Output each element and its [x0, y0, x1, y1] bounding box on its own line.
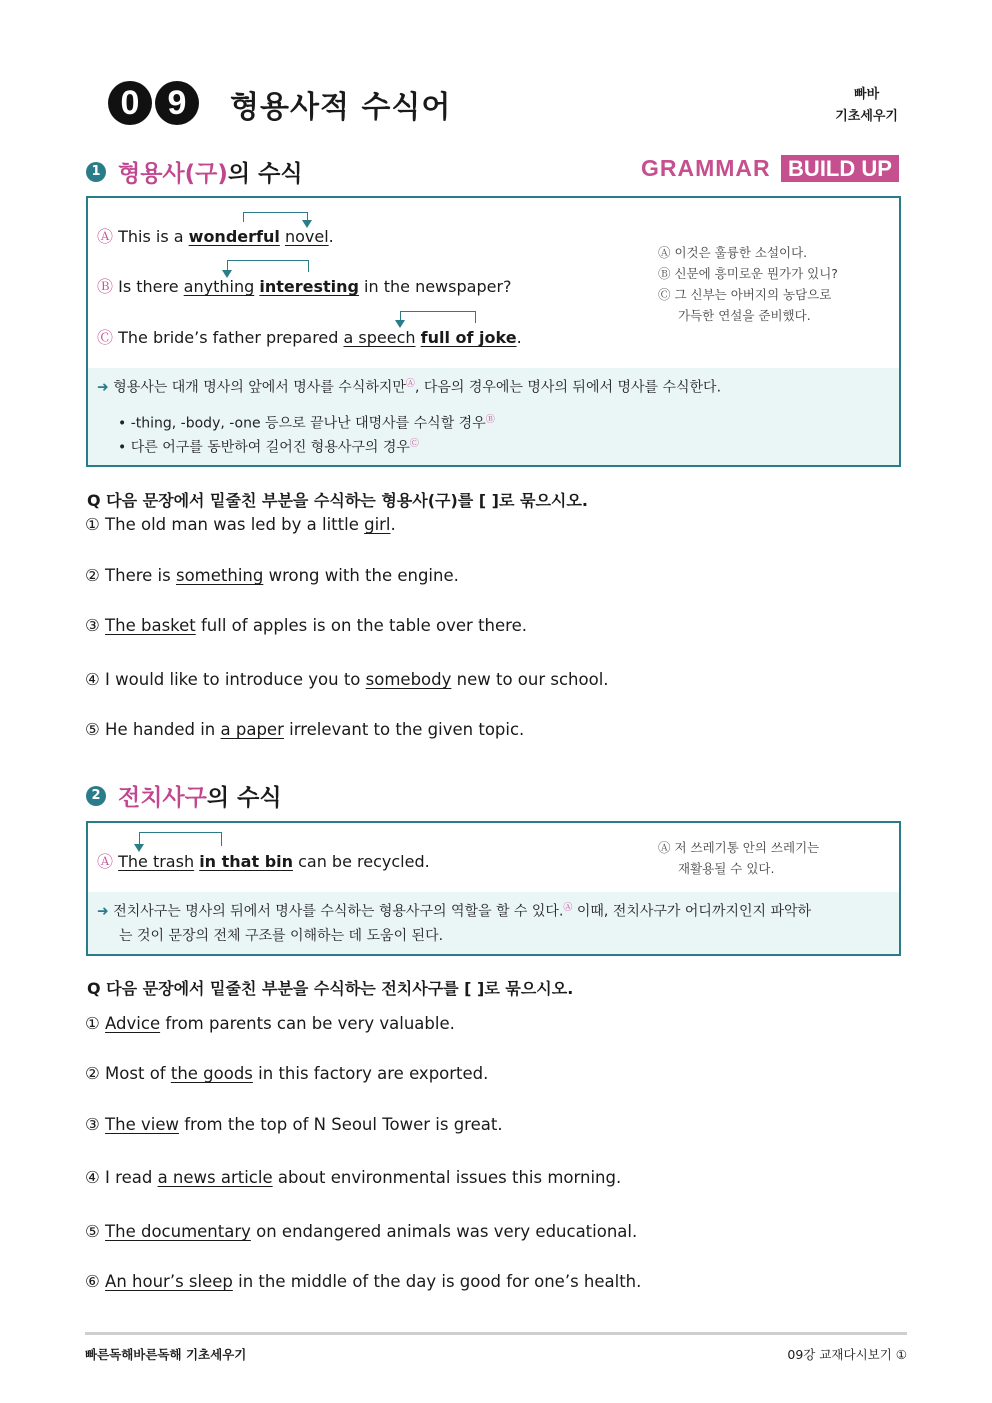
example-text: This is a: [118, 227, 189, 246]
lesson-number-digit-1: 0: [108, 81, 152, 125]
example-text-end: can be recycled.: [293, 852, 430, 871]
item-text: There is: [105, 566, 176, 585]
example-label: Ⓐ: [97, 227, 114, 246]
note-2-line-1: [97, 900, 811, 921]
quiz-1-item-3: [85, 616, 527, 635]
item-text-end: from parents can be very valuable.: [160, 1014, 455, 1033]
example-label: Ⓑ: [97, 277, 114, 296]
note-bullet-2: [118, 436, 419, 457]
quiz-1-item-5: [85, 720, 524, 739]
item-number: ①: [85, 1014, 100, 1033]
item-text-end: irrelevant to the given topic.: [283, 720, 525, 739]
section-2-bullet: 2: [86, 786, 106, 806]
section-1-bullet: 1: [86, 162, 106, 182]
item-text: I would like to introduce you to: [105, 670, 366, 689]
section-1-title-highlight: 형용사(구): [118, 161, 228, 187]
translation-a: Ⓐ 이것은 훌륭한 소설이다.: [658, 245, 808, 260]
section-1-title: [118, 155, 303, 188]
quiz-2-instruction: Q 다음 문장에서 밑줄친 부분을 수식하는 전치사구를 [ ]로 묶으시오.: [87, 979, 574, 998]
item-number: ③: [85, 616, 100, 635]
item-underlined: the goods: [170, 1064, 253, 1083]
brand-line-1: 빠바: [854, 87, 880, 102]
translation-2a-cont: 재활용될 수 있다.: [678, 861, 775, 876]
item-text-end: in this factory are exported.: [252, 1064, 489, 1083]
quiz-1-instruction: Q 다음 문장에서 밑줄친 부분을 수식하는 형용사(구)를 [ ]로 묶으시오.: [87, 491, 588, 510]
item-underlined: The basket: [105, 616, 196, 635]
footer-book-title: 빠른독해바른독해 기초세우기: [85, 1347, 247, 1362]
footer-divider: [85, 1332, 907, 1335]
example-label: Ⓐ: [97, 852, 114, 871]
example-noun: novel: [284, 227, 329, 246]
example-noun: anything: [183, 277, 255, 296]
item-underlined: a news article: [157, 1168, 273, 1187]
translation-c-cont: 가득한 연설을 준비했다.: [678, 308, 811, 323]
example-modifier: wonderful: [188, 227, 280, 246]
note-bullet-text: • 다른 어구를 동반하여 길어진 형용사구의 경우: [118, 439, 410, 456]
example-text: Is there: [118, 277, 184, 296]
item-number: ③: [85, 1115, 100, 1134]
note-2-text-end: 이때, 전치사구가 어디까지인지 파악하: [572, 903, 812, 920]
item-number: ④: [85, 1168, 100, 1187]
item-underlined: Advice: [105, 1014, 161, 1033]
brand-label: [835, 84, 898, 128]
item-text: He handed in: [105, 720, 221, 739]
section-2-title-rest: 의 수식: [206, 785, 282, 811]
item-text-end: wrong with the engine.: [263, 566, 459, 585]
grammar-box-1: [86, 196, 901, 467]
item-number: ④: [85, 670, 100, 689]
note-main-text-end: , 다음의 경우에는 명사의 뒤에서 명사를 수식한다.: [414, 379, 722, 396]
item-number: ②: [85, 1064, 100, 1083]
quiz-1-item-2: [85, 566, 459, 585]
item-underlined: something: [175, 566, 264, 585]
example-text-end: in the newspaper?: [358, 277, 512, 296]
item-number: ①: [85, 515, 100, 534]
example-text-end: .: [328, 227, 334, 246]
item-underlined: a paper: [220, 720, 284, 739]
footer-page-label: 09강 교재다시보기 ①: [787, 1347, 907, 1362]
section-2-title-highlight: 전치사구: [118, 785, 207, 811]
example-b: [97, 274, 512, 297]
item-underlined: The documentary: [105, 1222, 251, 1241]
item-text-end: from the top of N Seoul Tower is great.: [178, 1115, 503, 1134]
quiz-2-item-6: [85, 1272, 641, 1291]
quiz-2-item-2: [85, 1064, 488, 1083]
example-label: Ⓒ: [97, 328, 114, 347]
arrow-right-icon: ➜: [97, 903, 109, 920]
example-2a: [97, 849, 430, 872]
item-number: ②: [85, 566, 100, 585]
item-number: ⑤: [85, 1222, 100, 1241]
quiz-2-item-5: [85, 1222, 637, 1241]
note-2-line-2: 는 것이 문장의 전체 구조를 이해하는 데 도움이 된다.: [119, 928, 444, 944]
example-text-end: .: [516, 328, 522, 347]
grammar-badge: GRAMMAR: [641, 155, 771, 181]
lesson-number-digit-2: 9: [155, 81, 199, 125]
item-text-end: in the middle of the day is good for one’s health.: [232, 1272, 642, 1291]
item-text-end: full of apples is on the table over there.: [195, 616, 527, 635]
item-text: Most of: [105, 1064, 171, 1083]
note-2-text: 전치사구는 명사의 뒤에서 명사를 수식하는 형용사구의 역할을 할 수 있다.: [113, 903, 564, 920]
example-modifier: full of joke: [420, 328, 517, 347]
item-text-end: on endangered animals was very educational.: [250, 1222, 638, 1241]
item-text-end: about environmental issues this morning.: [272, 1168, 622, 1187]
item-underlined: somebody: [365, 670, 452, 689]
note-bullet-ref: Ⓒ: [409, 439, 419, 449]
item-text: The old man was led by a little: [105, 515, 365, 534]
item-text: I read: [105, 1168, 158, 1187]
modifier-bracket-c: [400, 311, 476, 323]
item-number: ⑤: [85, 720, 100, 739]
example-a: [97, 224, 334, 247]
item-number: ⑥: [85, 1272, 100, 1291]
arrow-right-icon: ➜: [97, 379, 109, 396]
grammar-note-1: [88, 368, 899, 465]
translation-2a: Ⓐ 저 쓰레기통 안의 쓰레기는: [658, 840, 820, 855]
note-main: [97, 376, 721, 397]
note-bullet-ref: Ⓑ: [485, 415, 495, 425]
quiz-1-item-4: [85, 670, 609, 689]
grammar-note-2: [88, 892, 899, 954]
quiz-2-item-3: [85, 1115, 503, 1134]
note-main-ref: Ⓐ: [405, 379, 415, 389]
modifier-bracket-b: [227, 260, 309, 272]
item-underlined: The view: [105, 1115, 179, 1134]
grammar-box-2: [86, 821, 901, 956]
section-2-title: [118, 779, 282, 812]
translation-b: Ⓑ 신문에 흥미로운 뭔가가 있니?: [658, 266, 838, 281]
page-title: 형용사적 수식어: [230, 90, 452, 125]
note-bullet-text: • -thing, -body, -one 등으로 끝나난 대명사를 수식할 경우: [118, 415, 486, 432]
item-text-end: .: [390, 515, 396, 534]
example-modifier: interesting: [259, 277, 359, 296]
example-text: The bride’s father prepared: [118, 328, 344, 347]
item-text-end: new to our school.: [451, 670, 609, 689]
note-bullet-1: [118, 412, 495, 433]
quiz-1-item-1: [85, 515, 396, 534]
note-2-ref: Ⓐ: [563, 903, 573, 913]
modifier-bracket-a: [243, 212, 308, 222]
example-noun: The trash: [118, 852, 195, 871]
example-modifier: in that bin: [199, 852, 294, 871]
example-noun: a speech: [343, 328, 416, 347]
translation-c: Ⓒ 그 신부는 아버지의 농담으로: [658, 287, 832, 302]
quiz-2-item-4: [85, 1168, 621, 1187]
build-up-badge: BUILD UP: [781, 155, 899, 182]
quiz-2-item-1: [85, 1014, 455, 1033]
brand-line-2: 기초세우기: [835, 109, 898, 124]
modifier-bracket-d: [139, 832, 222, 846]
example-c: [97, 325, 522, 348]
item-underlined: girl: [364, 515, 391, 534]
note-main-text: 형용사는 대개 명사의 앞에서 명사를 수식하지만: [113, 379, 406, 396]
item-underlined: An hour’s sleep: [105, 1272, 233, 1291]
section-1-title-rest: 의 수식: [227, 161, 303, 187]
